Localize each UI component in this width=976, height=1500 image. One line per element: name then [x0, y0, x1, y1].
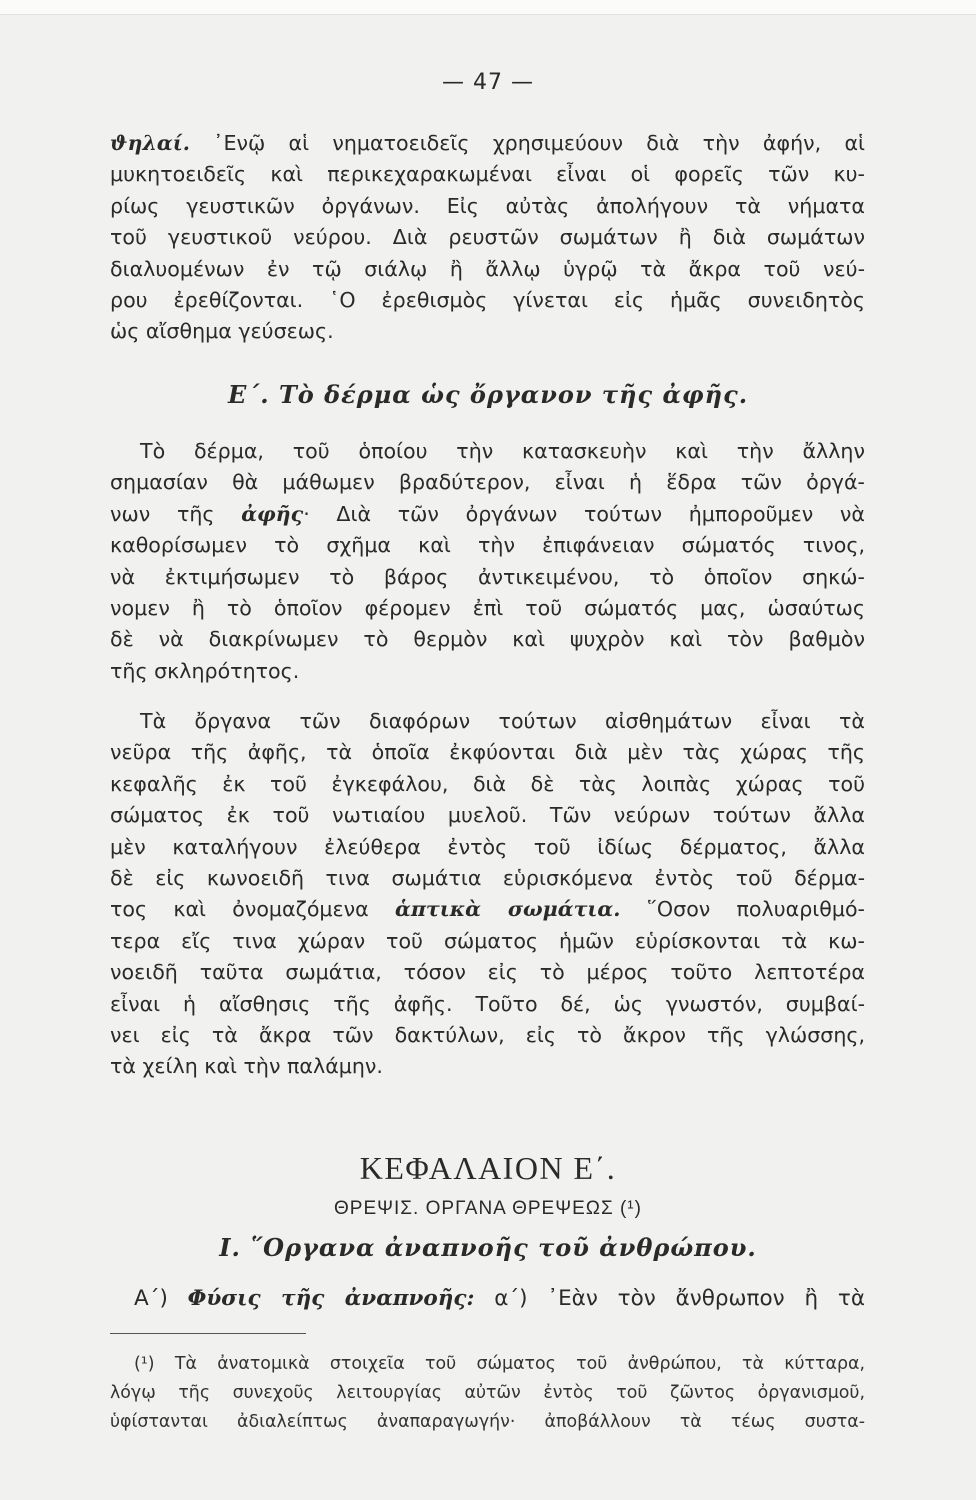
footnote-line: λόγῳ τῆς συνεχοῦς λειτουργίας αὐτῶν ἐντὸς τοῦ ζῶντος ὀργανισμοῦ, [110, 1383, 865, 1403]
paragraph-breathing [110, 1283, 865, 1314]
text-line: νὰ ἐκτιμήσωμεν τὸ βάρος ἀντικειμένου, τὸ ὁποῖον σηκώ- [110, 564, 865, 589]
paragraph-skin [110, 436, 865, 687]
text-line: Α΄) Φύσις τῆς ἀναπνοῆς: α΄) ᾿Εὰν τὸν ἄνθρωπον ἢ τὰ [134, 1286, 865, 1311]
footnote-divider [110, 1333, 306, 1334]
text-line: Τὸ δέρμα, τοῦ ὁποίου τὴν κατασκευὴν καὶ τὴν ἄλλην [140, 439, 865, 463]
text-line: Τὰ ὄργανα τῶν διαφόρων τούτων αἰσθημάτων εἶναι τὰ [140, 709, 865, 733]
text-line: ὡς αἴσθημα γεύσεως. [110, 319, 334, 344]
text-line: δὲ εἰς κωνοειδῆ τινα σωμάτια εὑρισκόμενα ἐντὸς τοῦ δέρμα- [110, 865, 865, 890]
text-line: τερα εἴς τινα χώραν τοῦ σώματος ἡμῶν εὑρίσκονται τὰ κω- [110, 928, 865, 953]
text-line: κεφαλῆς ἐκ τοῦ ἐγκεφάλου, διὰ δὲ τὰς λοιπὰς χώρας τοῦ [110, 771, 865, 796]
text-line: νει εἰς τὰ ἄκρα τῶν δακτύλων, εἰς τὸ ἄκρον τῆς γλώσσης, [110, 1022, 865, 1047]
chapter-subtitle: ΘΡΕΨΙΣ. ΟΡΓΑΝΑ ΘΡΕΨΕΩΣ (¹) [334, 1198, 642, 1219]
text-line: ρου ἐρεθίζονται. ῾Ο ἐρεθισμὸς γίνεται εἰς ἡμᾶς συνειδητὸς [110, 287, 865, 312]
footnote-line: ὑφίστανται ἀδιαλείπτως ἀναπαραγωγήν· ἀποβάλλουν τὰ τέως συστα- [110, 1412, 865, 1432]
section-heading-skin: Ε΄. Τὸ δέρμα ὡς ὄργανον τῆς ἀφῆς. [227, 380, 749, 409]
text-line: σώματος ἐκ τοῦ νωτιαίου μυελοῦ. Τῶν νεύρων τούτων ἄλλα [110, 803, 865, 828]
text-line: τὰ χείλη καὶ τὴν παλάμην. [110, 1054, 383, 1079]
footnotes [110, 1350, 865, 1437]
section-heading-breathing: Ι. ῞Οργανα ἀναπνοῆς τοῦ ἀνθρώπου. [219, 1233, 757, 1262]
text-line: μυκητοειδεῖς καὶ περικεχαρακωμέναι εἶναι οἱ φορεῖς τῶν κυ- [110, 162, 865, 187]
text-line: νομεν ἢ τὸ ὁποῖον φέρομεν ἐπὶ τοῦ σώματός μας, ὡσαύτως [110, 595, 865, 620]
chapter-title: ΚΕΦΑΛΑΙΟΝ Ε΄. [359, 1150, 617, 1186]
footnote-line: (¹) Τὰ ἀνατομικὰ στοιχεῖα τοῦ σώματος τοῦ ἀνθρώπου, τὰ κύτταρα, [134, 1354, 865, 1374]
page-number: — 47 — [442, 70, 534, 95]
text-line: δὲ νὰ διακρίνωμεν τὸ θερμὸν καὶ ψυχρὸν καὶ τὸν βαθμὸν [110, 627, 865, 652]
text-line: ϑηλαί. ᾿Ενῷ αἱ νηματοειδεῖς χρησιμεύουν διὰ τὴν ἀφήν, αἱ [110, 131, 865, 155]
text-line: τος καὶ ὀνομαζόμενα ἁπτικὰ σωμάτια. ῞Οσον πολυαριθμό- [110, 897, 865, 922]
text-line: νων τῆς ἀφῆς· Διὰ τῶν ὀργάνων τούτων ἠμποροῦμεν νὰ [110, 501, 865, 526]
footnote-marker: (¹) [619, 1198, 642, 1219]
paragraph-taste [110, 128, 865, 348]
text-line: σημασίαν θὰ μάθωμεν βραδύτερον, εἶναι ἡ ἕδρα τῶν ὀργά- [110, 470, 865, 495]
text-line: διαλυομένων ἐν τῷ σιάλῳ ἢ ἄλλῳ ὑγρῷ τὰ ἄκρα τοῦ νεύ- [110, 256, 865, 281]
text-line: τῆς σκληρότητος. [110, 658, 300, 683]
text-line: καθορίσωμεν τὸ σχῆμα καὶ τὴν ἐπιφάνειαν σώματός τινος, [110, 533, 865, 558]
text-line: νεῦρα τῆς ἀφῆς, τὰ ὁποῖα ἐκφύονται διὰ μὲν τὰς χώρας τῆς [110, 740, 865, 765]
text-line: εἶναι ἡ αἴσθησις τῆς ἀφῆς. Τοῦτο δέ, ὡς γνωστόν, συμβαί- [110, 991, 865, 1016]
text-line: νοειδῆ ταῦτα σωμάτια, τόσον εἰς τὸ μέρος τοῦτο λεπτοτέρα [110, 960, 865, 985]
text-line: τοῦ γευστικοῦ νεύρου. Διὰ ρευστῶν σωμάτων ἢ διὰ σωμάτων [110, 225, 865, 250]
text-line: ρίως γευστικῶν ὀργάνων. Εἰς αὐτὰς ἀπολήγουν τὰ νήματα [110, 193, 865, 218]
text-line: μὲν καταλήγουν ἐλεύθερα ἐντὸς τοῦ ἰδίως δέρματος, ἄλλα [110, 834, 865, 859]
paragraph-touch-organs [110, 706, 865, 1083]
